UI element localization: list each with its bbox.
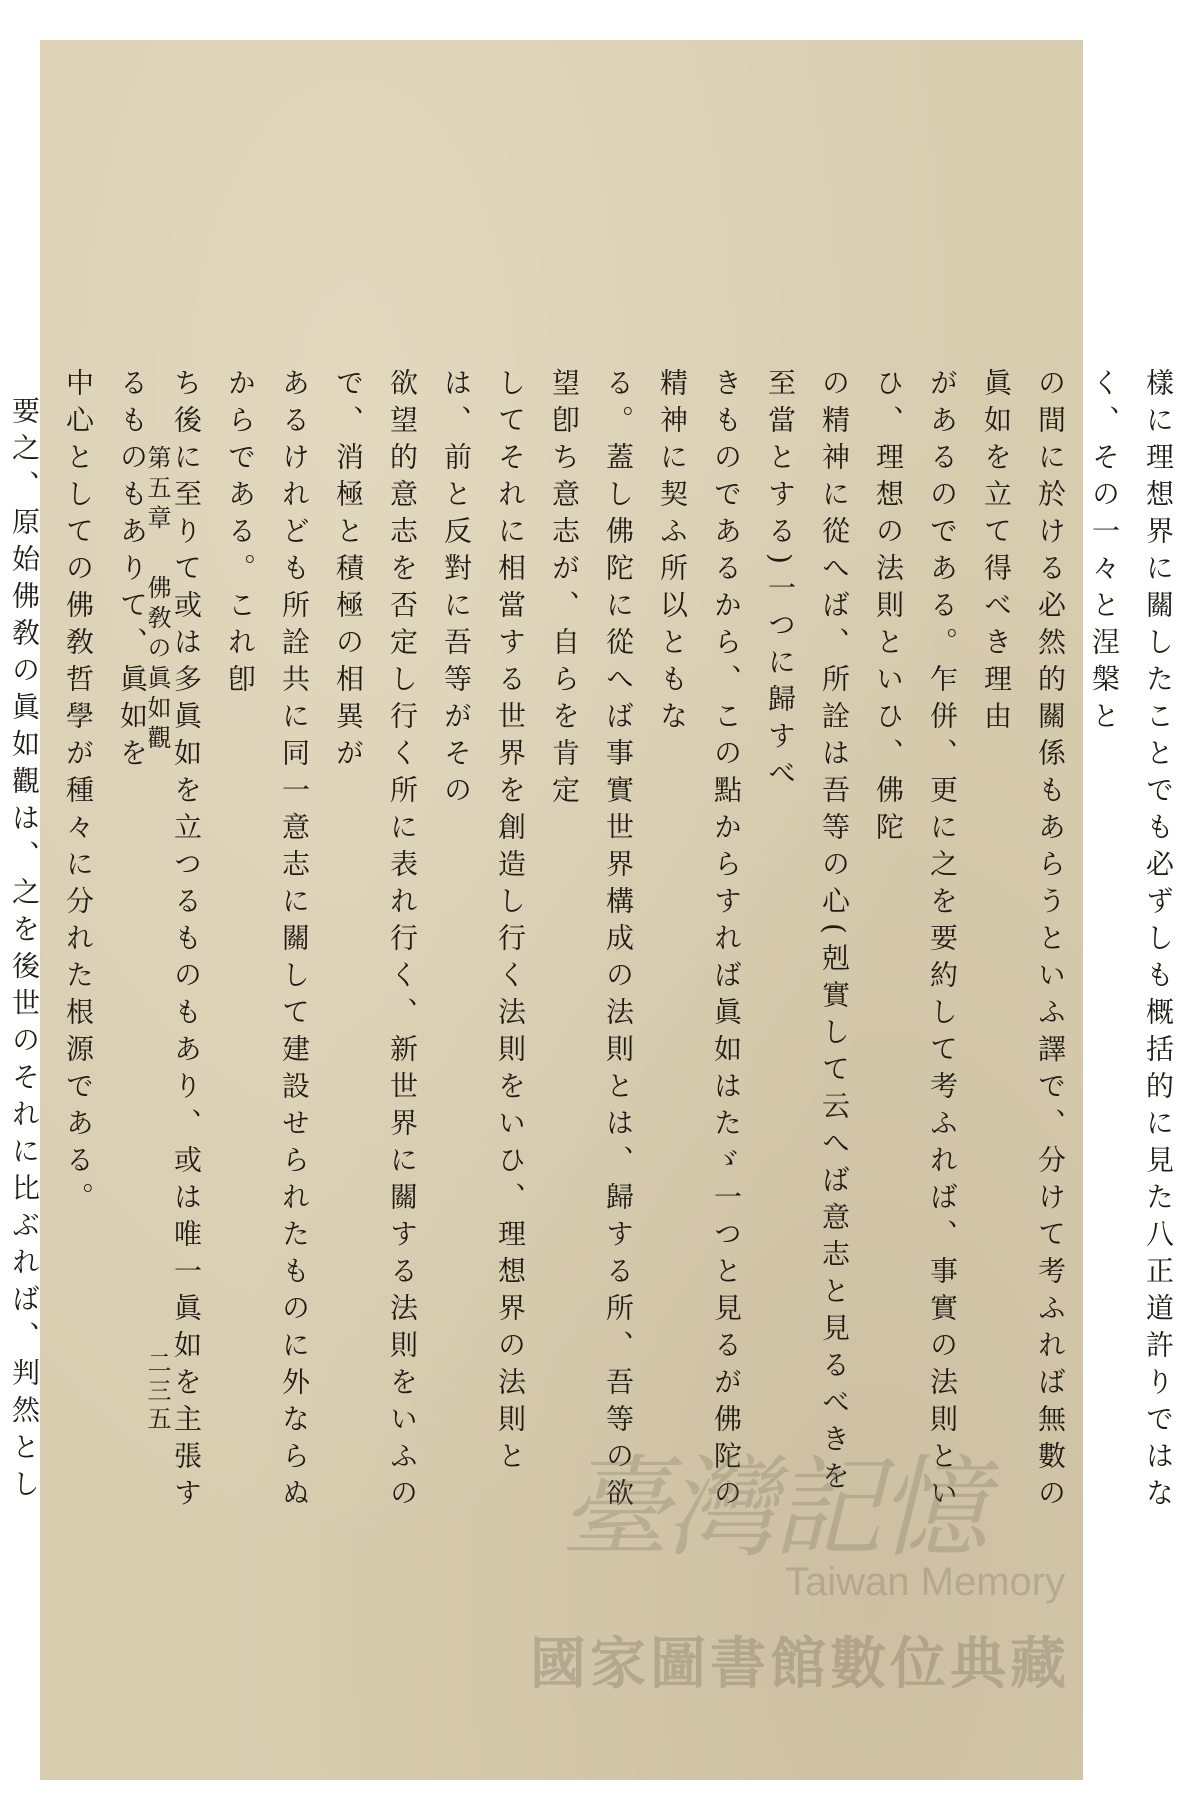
running-head: [140, 445, 175, 945]
body-line: の精神に從へば、所詮は吾等の心(剋實して云へば意志と見るべきを至當とする)一つに歸すべ: [764, 368, 851, 1498]
chapter-title: 佛敎の眞如觀: [143, 575, 171, 755]
body-line: る。蓋し佛陀に從へば事實世界構成の法則とは、歸する所、吾等の欲望卽ち意志が、自らを肯定: [548, 368, 635, 1515]
body-line: 樣に理想界に關したことでも必ずしも概括的に見た八正道許りではなく、その一々と涅槃と: [1088, 368, 1175, 1515]
chapter-label: 第五章: [143, 445, 171, 535]
body-line: あるけれども所詮共に同一意志に關して建設せられたものに外ならぬからである。これ卽: [224, 368, 311, 1515]
body-line: ち後に至りて或は多眞如を立つるものもあり、或は唯一眞如を主張するものもありて、眞如を: [116, 368, 203, 1515]
body-line: してそれに相當する世界を創造し行く法則をいひ、理想界の法則とは、前と反對に吾等がその: [440, 368, 527, 1478]
page-number: 二三五: [143, 1350, 171, 1434]
body-line: きものであるから、この點からすれば眞如はたゞ一つと見るが佛陀の精神に契ふ所以ともな: [656, 368, 743, 1515]
watermark-script: 臺灣記憶: [560, 1444, 984, 1572]
body-line: 中心としての佛敎哲學が種々に分れた根源である。: [62, 368, 95, 1219]
book-page: [8, 40, 1175, 1780]
watermark-chinese: 國家圖書館數位典藏: [530, 1632, 1070, 1697]
body-line: があるのである。乍併、更に之を要約して考ふれば、事實の法則といひ、理想の法則といひ、佛陀: [872, 368, 959, 1515]
body-line: 欲望的意志を否定し行く所に表れ行く、新世界に關する法則をいふので、消極と積極の相異が: [332, 368, 419, 1515]
body-line: 要之、原始佛敎の眞如觀は、之を後世のそれに比ぶれば、判然とし: [8, 396, 41, 1506]
body-line: の間に於ける必然的關係もあらうといふ譯で、分けて考ふれば無數の眞如を立て得べき理由: [980, 368, 1067, 1515]
watermark-english: Taiwan Memory: [785, 1560, 1066, 1604]
